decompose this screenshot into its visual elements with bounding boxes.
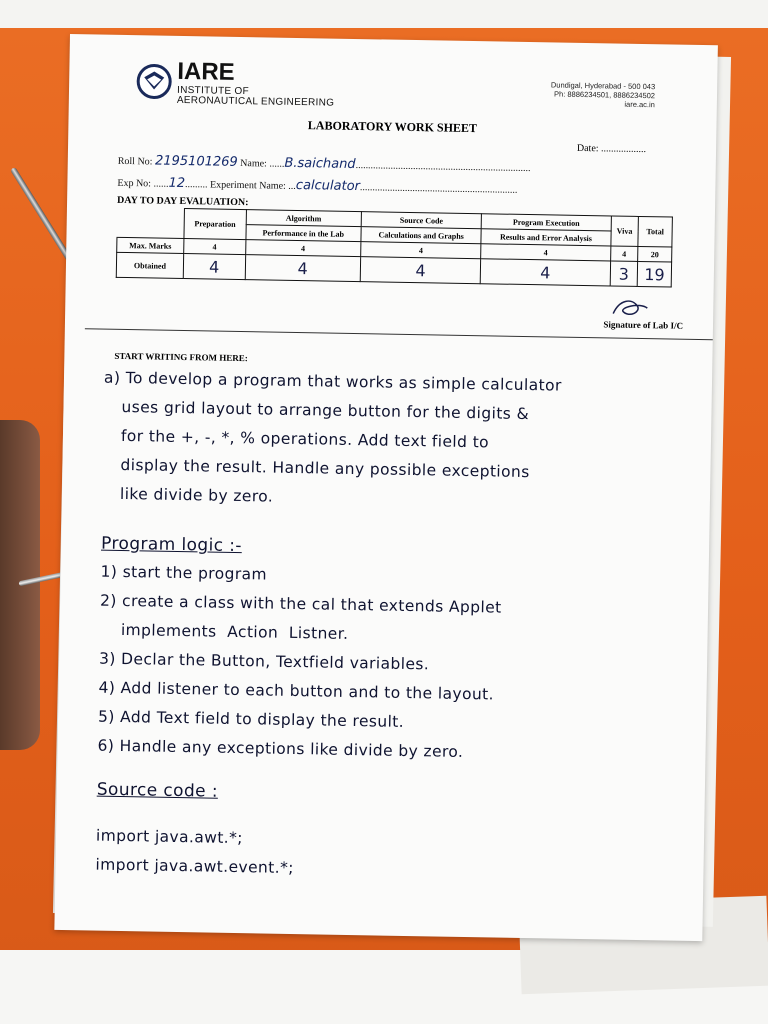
obtained-viva: 3 (610, 261, 638, 286)
exp-name-value: calculator (295, 177, 361, 195)
logic-step: 4) Add listener to each button and to the layout. (98, 678, 495, 704)
handwritten-content (95, 369, 694, 895)
start-writing-label: START WRITING FROM HERE: (114, 350, 248, 364)
max-preparation: 4 (184, 239, 246, 255)
logic-step: 6) Handle any exceptions like divide by zero. (97, 736, 464, 761)
address-line-3: iare.ac.in (624, 99, 655, 110)
max-marks-label: Max. Marks (117, 237, 184, 253)
obtained-algorithm: 4 (245, 255, 361, 282)
evaluation-title: DAY TO DAY EVALUATION: (117, 194, 249, 209)
question-line: uses grid layout to arrange button for the digits & (121, 397, 530, 424)
max-viva: 4 (610, 246, 638, 261)
date-field: Date: .................. (576, 142, 647, 156)
header-program-execution: Program Execution (482, 214, 611, 231)
roll-row: Roll No: 2195101269 Name: ......B.saichand...................................................................... (117, 153, 531, 175)
name-label: Name: (240, 157, 267, 170)
obtained-total: 19 (637, 261, 671, 287)
max-total: 20 (638, 246, 672, 262)
obtained-preparation: 4 (183, 254, 245, 280)
logic-step: 1) start the program (100, 562, 268, 584)
max-program-execution: 4 (481, 244, 610, 261)
header-algorithm: Algorithm (246, 210, 362, 227)
logo-text: IARE (177, 57, 235, 86)
max-source-code: 4 (361, 242, 482, 259)
logic-heading: Program logic :- (100, 533, 243, 557)
obtained-program-execution: 4 (481, 259, 611, 286)
source-heading: Source code : (96, 779, 219, 802)
header-results: Results and Error Analysis (481, 229, 610, 246)
evaluation-table (116, 207, 673, 288)
header-total: Total (638, 216, 672, 247)
signature-label: Signature of Lab I/C (603, 319, 684, 331)
logic-step: 5) Add Text field to display the result. (97, 707, 405, 731)
logic-step: implements Action Listner. (99, 620, 349, 643)
address-line-2: Ph: 8886234501, 8886234502 (554, 89, 656, 101)
institute-name (177, 86, 335, 109)
header-viva: Viva (610, 216, 638, 246)
address-line-1: Dundigal, Hyderabad - 500 043 (550, 80, 656, 92)
question-line: like divide by zero. (119, 484, 274, 506)
question-line: display the result. Handle any possible exceptions (120, 455, 530, 482)
question-line: for the +, -, *, % operations. Add text field to (120, 426, 490, 452)
max-algorithm: 4 (245, 240, 361, 257)
sheet-title: LABORATORY WORK SHEET (307, 118, 478, 136)
header-source-code: Source Code (361, 212, 482, 229)
divider (85, 328, 713, 340)
header-preparation: Preparation (184, 209, 246, 240)
roll-label: Roll No: (117, 155, 153, 168)
exp-row: Exp No: ......12......... Experiment Name: ...calculator............................................................... (117, 175, 518, 196)
lab-worksheet (54, 34, 718, 941)
institute-line-1: INSTITUTE OF (176, 84, 250, 98)
corner-cell (117, 207, 185, 238)
institute-line-2: AERONAUTICAL ENGINEERING (176, 94, 335, 109)
logic-step: 2) create a class with the cal that extends Applet (99, 591, 502, 617)
exp-label: Exp No: (117, 177, 152, 190)
header-performance: Performance in the Lab (246, 225, 362, 242)
header-calculations: Calculations and Graphs (361, 227, 482, 244)
name-value: B.saichand (284, 155, 356, 173)
signature-scribble (609, 295, 649, 320)
logic-step: 3) Declar the Button, Textfield variables. (98, 649, 430, 674)
roll-value: 2195101269 (154, 153, 238, 170)
exp-value: 12 (168, 175, 186, 192)
obtained-source-code: 4 (360, 257, 481, 284)
exp-name-label: Experiment Name: (209, 179, 286, 192)
address (551, 80, 656, 109)
source-line: import java.awt.*; (95, 826, 244, 848)
obtained-label: Obtained (116, 252, 183, 278)
question-line: a) To develop a program that works as simple calculator (103, 368, 562, 395)
source-line: import java.awt.event.*; (95, 855, 294, 878)
iare-logo-icon (135, 63, 174, 100)
